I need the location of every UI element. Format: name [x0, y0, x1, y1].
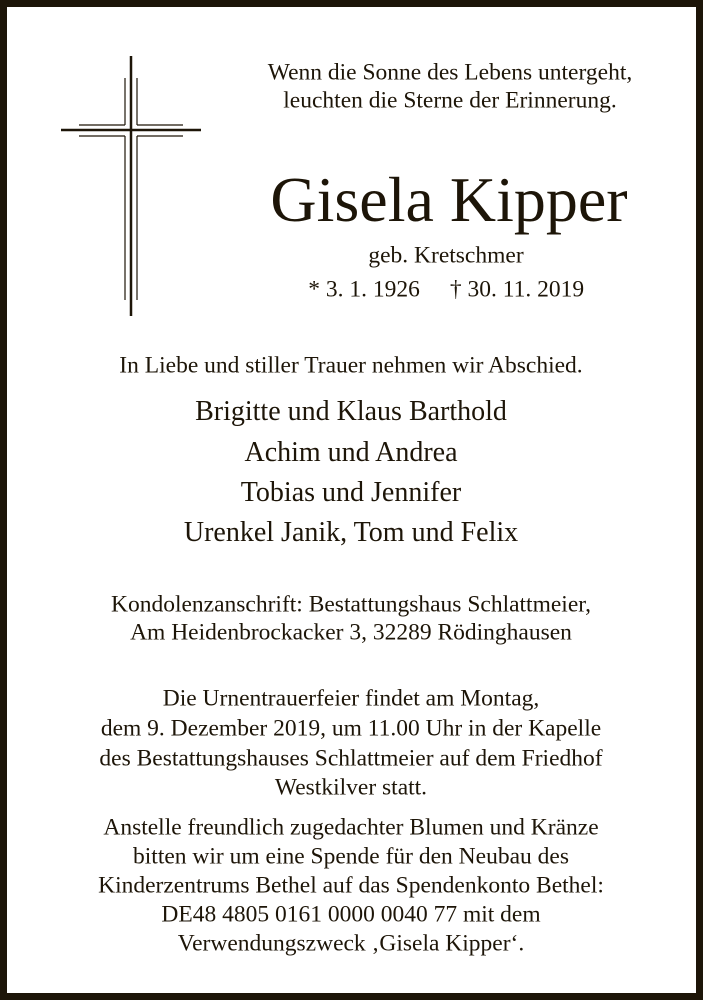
birth-date: * 3. 1. 1926 [308, 276, 420, 303]
donation-line: Verwendungszweck ‚Gisela Kipper‘. [177, 930, 525, 957]
cross-icon [0, 0, 260, 330]
mourner: Achim und Andrea [244, 437, 458, 468]
ceremony-line: Die Urnentrauerfeier findet am Montag, [162, 685, 540, 712]
motto-line: Wenn die Sonne des Lebens untergeht, [267, 59, 633, 86]
condolence-line: Kondolenzanschrift: Bestattungshaus Schlattmeier, [110, 591, 592, 618]
death-date: † 30. 11. 2019 [449, 276, 585, 303]
donation-line: DE48 4805 0161 0000 0040 77 mit dem [161, 901, 541, 928]
donation-line: bitten wir um eine Spende für den Neubau des [133, 843, 569, 870]
donation-line: Kinderzentrums Bethel auf das Spendenkonto Bethel: [98, 872, 604, 899]
ceremony-line: Westkilver statt. [274, 774, 428, 801]
ceremony-line: dem 9. Dezember 2019, um 11.00 Uhr in der Kapelle [100, 715, 602, 742]
birth-name: geb. Kretschmer [368, 242, 524, 269]
condolence-line: Am Heidenbrockacker 3, 32289 Rödinghausen [130, 619, 572, 646]
deceased-name: Gisela Kipper [270, 164, 628, 235]
donation-line: Anstelle freundlich zugedachter Blumen und Kränze [103, 814, 599, 841]
ceremony-line: des Bestattungshauses Schlattmeier auf dem Friedhof [99, 745, 603, 772]
mourner: Urenkel Janik, Tom und Felix [183, 517, 519, 548]
mourner: Brigitte und Klaus Barthold [195, 396, 507, 427]
mourner: Tobias und Jennifer [240, 477, 462, 508]
farewell-text: In Liebe und stiller Trauer nehmen wir Abschied. [119, 352, 583, 379]
motto-line: leuchten die Sterne der Erinnerung. [283, 87, 617, 114]
